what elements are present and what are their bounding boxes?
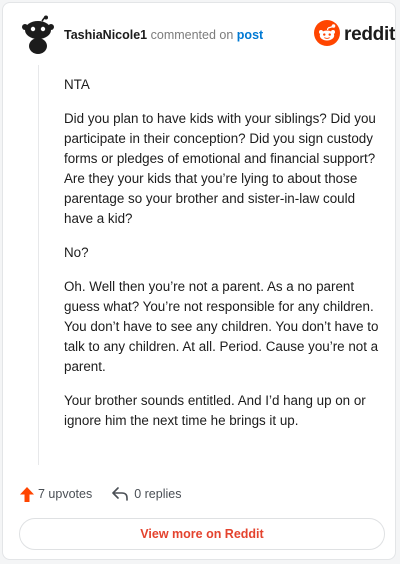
user-avatar-icon[interactable] bbox=[20, 15, 56, 55]
reddit-logo-icon bbox=[314, 20, 340, 51]
upvote-count: 7 upvotes bbox=[38, 487, 93, 501]
comment-paragraph: Your brother sounds entitled. And I’d hang up on or ignore him the next time he brings it up. bbox=[64, 393, 366, 428]
view-more-button[interactable]: View more on Reddit bbox=[19, 518, 385, 550]
reply-count: 0 replies bbox=[134, 487, 182, 501]
comment-header bbox=[64, 28, 263, 42]
comment-footer bbox=[20, 483, 181, 505]
upvote-button[interactable] bbox=[20, 487, 92, 502]
action-text: commented on bbox=[150, 28, 234, 42]
comment-paragraph: Oh. Well then you’re not a parent. As a no parent guess what? You’re not responsible for any children. You don’t have to see any children. You don’t have to talk to any children. At all. Period. Cause you’re not a parent. bbox=[64, 279, 379, 374]
reddit-comment-embed bbox=[2, 2, 396, 560]
thread-line bbox=[38, 65, 39, 465]
upvote-arrow-icon bbox=[20, 487, 34, 502]
reddit-wordmark: reddit bbox=[344, 24, 395, 45]
comment-paragraph: Did you plan to have kids with your siblings? Did you participate in their conception? Did you sign custody forms or pledges of emotional and financial support? Are they your kids that you’re lying to about those parentage so your brother and sister-in-law could have a kid? bbox=[64, 111, 376, 226]
comment-paragraph: NTA bbox=[64, 77, 90, 92]
reply-arrow-icon bbox=[112, 487, 128, 501]
username-link[interactable]: TashiaNicole1 bbox=[64, 28, 148, 42]
reddit-logo[interactable] bbox=[314, 22, 395, 48]
post-link[interactable]: post bbox=[236, 28, 264, 42]
comment-body bbox=[64, 75, 386, 445]
comment-paragraph: No? bbox=[64, 245, 89, 260]
replies-button[interactable] bbox=[112, 487, 181, 501]
